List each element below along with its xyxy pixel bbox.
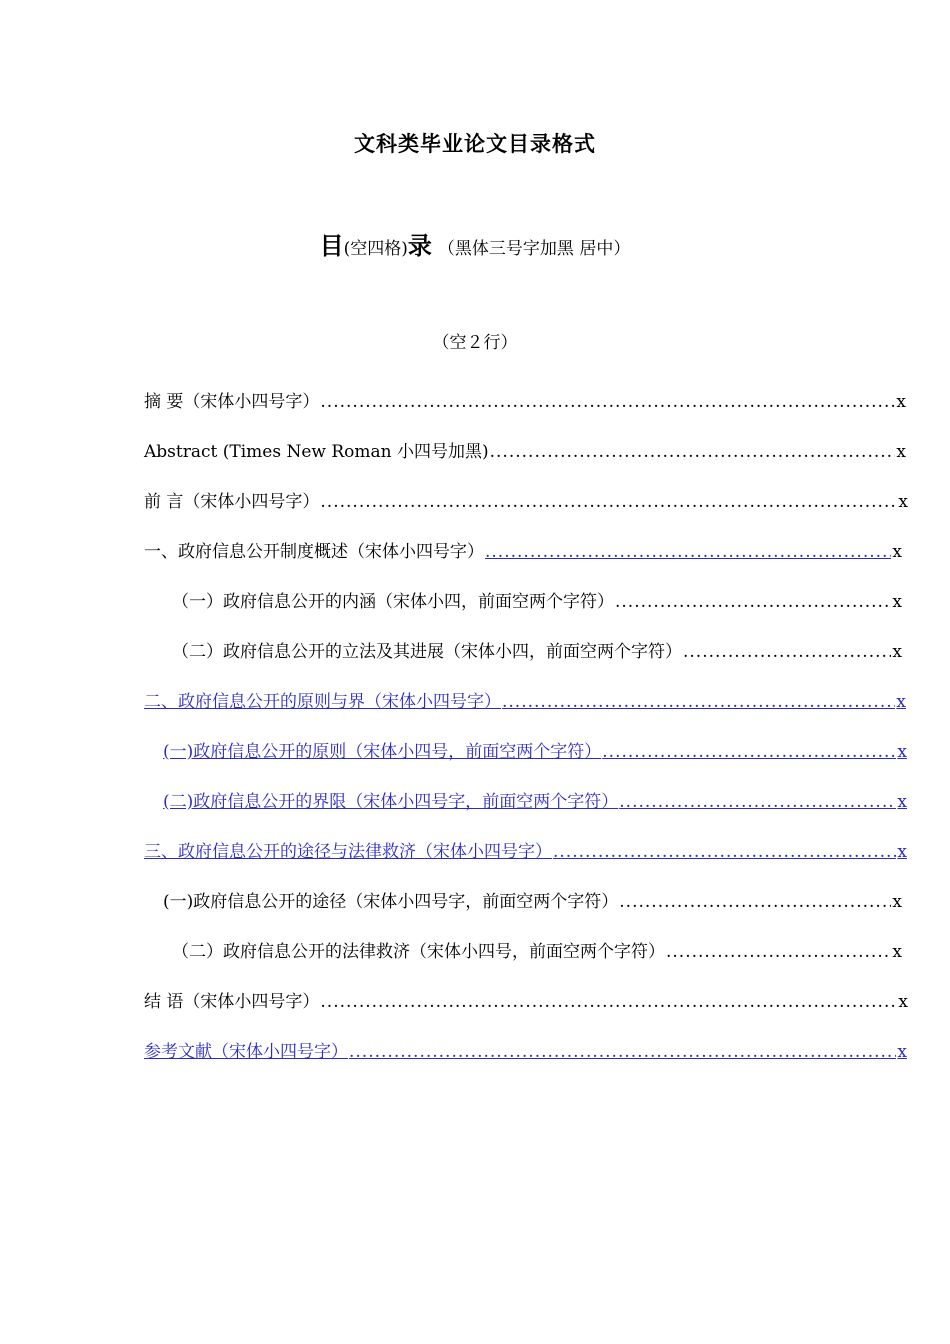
toc-entry-label: 摘 要（宋体小四号字） <box>144 392 320 412</box>
toc-entry-label: (一)政府信息公开的原则（宋体小四号，前面空两个字符） <box>163 742 602 762</box>
toc-dot-leader <box>683 640 891 664</box>
toc-page-number: x <box>897 1042 907 1062</box>
toc-dot-leader <box>320 990 897 1014</box>
toc-entry-label: 一、政府信息公开制度概述（宋体小四号字） <box>144 542 484 562</box>
toc-dot-leader <box>502 690 895 714</box>
toc-entry-label: 二、政府信息公开的原则与界（宋体小四号字） <box>144 692 501 712</box>
document-title: 文科类毕业论文目录格式 <box>354 132 596 156</box>
toc-row-abstract-en[interactable] <box>144 440 906 464</box>
toc-entry-label: 结 语（宋体小四号字） <box>144 992 320 1012</box>
toc-heading <box>0 226 950 261</box>
toc-row-section-1-2[interactable] <box>172 640 902 664</box>
toc-row-abstract-cn[interactable] <box>144 390 906 414</box>
toc-entry-label: Abstract (Times New Roman 小四号加黑) <box>144 442 489 462</box>
toc-page-number: x <box>897 742 907 762</box>
toc-page-number: x <box>892 942 902 962</box>
toc-row-section-3-1[interactable] <box>163 890 902 914</box>
toc-entry-label: 三、政府信息公开的途径与法律救济（宋体小四号字） <box>144 842 552 862</box>
toc-entry-label: （二）政府信息公开的法律救济（宋体小四号，前面空两个字符） <box>172 942 665 962</box>
toc-dot-leader <box>485 540 891 564</box>
toc-dot-leader <box>490 440 896 464</box>
toc-page-number: x <box>896 392 906 412</box>
toc-dot-leader <box>615 590 891 614</box>
toc-heading-spacer-note: (空四格) <box>343 239 408 259</box>
toc-page-number: x <box>896 692 906 712</box>
toc-dot-leader <box>320 490 897 514</box>
toc-page-number: x <box>898 492 908 512</box>
toc-row-references[interactable] <box>144 1040 907 1064</box>
toc-row-chapter-1[interactable] <box>144 540 902 564</box>
toc-entry-label: 前 言（宋体小四号字） <box>144 492 320 512</box>
toc-dot-leader <box>349 1040 896 1064</box>
toc-dot-leader <box>602 740 896 764</box>
toc-row-section-2-2[interactable] <box>163 790 907 814</box>
toc-row-section-3-2[interactable] <box>172 940 902 964</box>
toc-heading-char-1: 目 <box>319 232 344 260</box>
toc-entry-label: （二）政府信息公开的立法及其进展（宋体小四，前面空两个字符） <box>172 642 682 662</box>
toc-row-chapter-3[interactable] <box>144 840 907 864</box>
toc-page-number: x <box>892 642 902 662</box>
toc-entry-label: （一）政府信息公开的内涵（宋体小四，前面空两个字符） <box>172 592 614 612</box>
toc-dot-leader <box>666 940 891 964</box>
toc-dot-leader <box>619 790 896 814</box>
toc-row-conclusion[interactable] <box>144 990 908 1014</box>
toc-page-number: x <box>897 842 907 862</box>
toc-dot-leader <box>553 840 896 864</box>
toc-entry-label: (二)政府信息公开的界限（宋体小四号字，前面空两个字符） <box>163 792 619 812</box>
blank-lines-note: （空２行） <box>432 333 518 353</box>
toc-row-chapter-2[interactable] <box>144 690 906 714</box>
toc-row-section-1-1[interactable] <box>172 590 902 614</box>
toc-dot-leader <box>619 890 891 914</box>
toc-heading-char-2: 录 <box>407 232 432 260</box>
toc-page-number: x <box>892 892 902 912</box>
toc-page-number: x <box>897 792 907 812</box>
toc-row-section-2-1[interactable] <box>163 740 907 764</box>
toc-dot-leader <box>320 390 895 414</box>
toc-page-number: x <box>896 442 906 462</box>
toc-entry-label: (一)政府信息公开的途径（宋体小四号字，前面空两个字符） <box>163 892 619 912</box>
toc-page-number: x <box>892 542 902 562</box>
toc-page-number: x <box>898 992 908 1012</box>
toc-heading-style-note: （黑体三号字加黑 居中） <box>437 239 631 259</box>
toc-entry-label: 参考文献（宋体小四号字） <box>144 1042 348 1062</box>
toc-row-preface[interactable] <box>144 490 908 514</box>
toc-page-number: x <box>892 592 902 612</box>
